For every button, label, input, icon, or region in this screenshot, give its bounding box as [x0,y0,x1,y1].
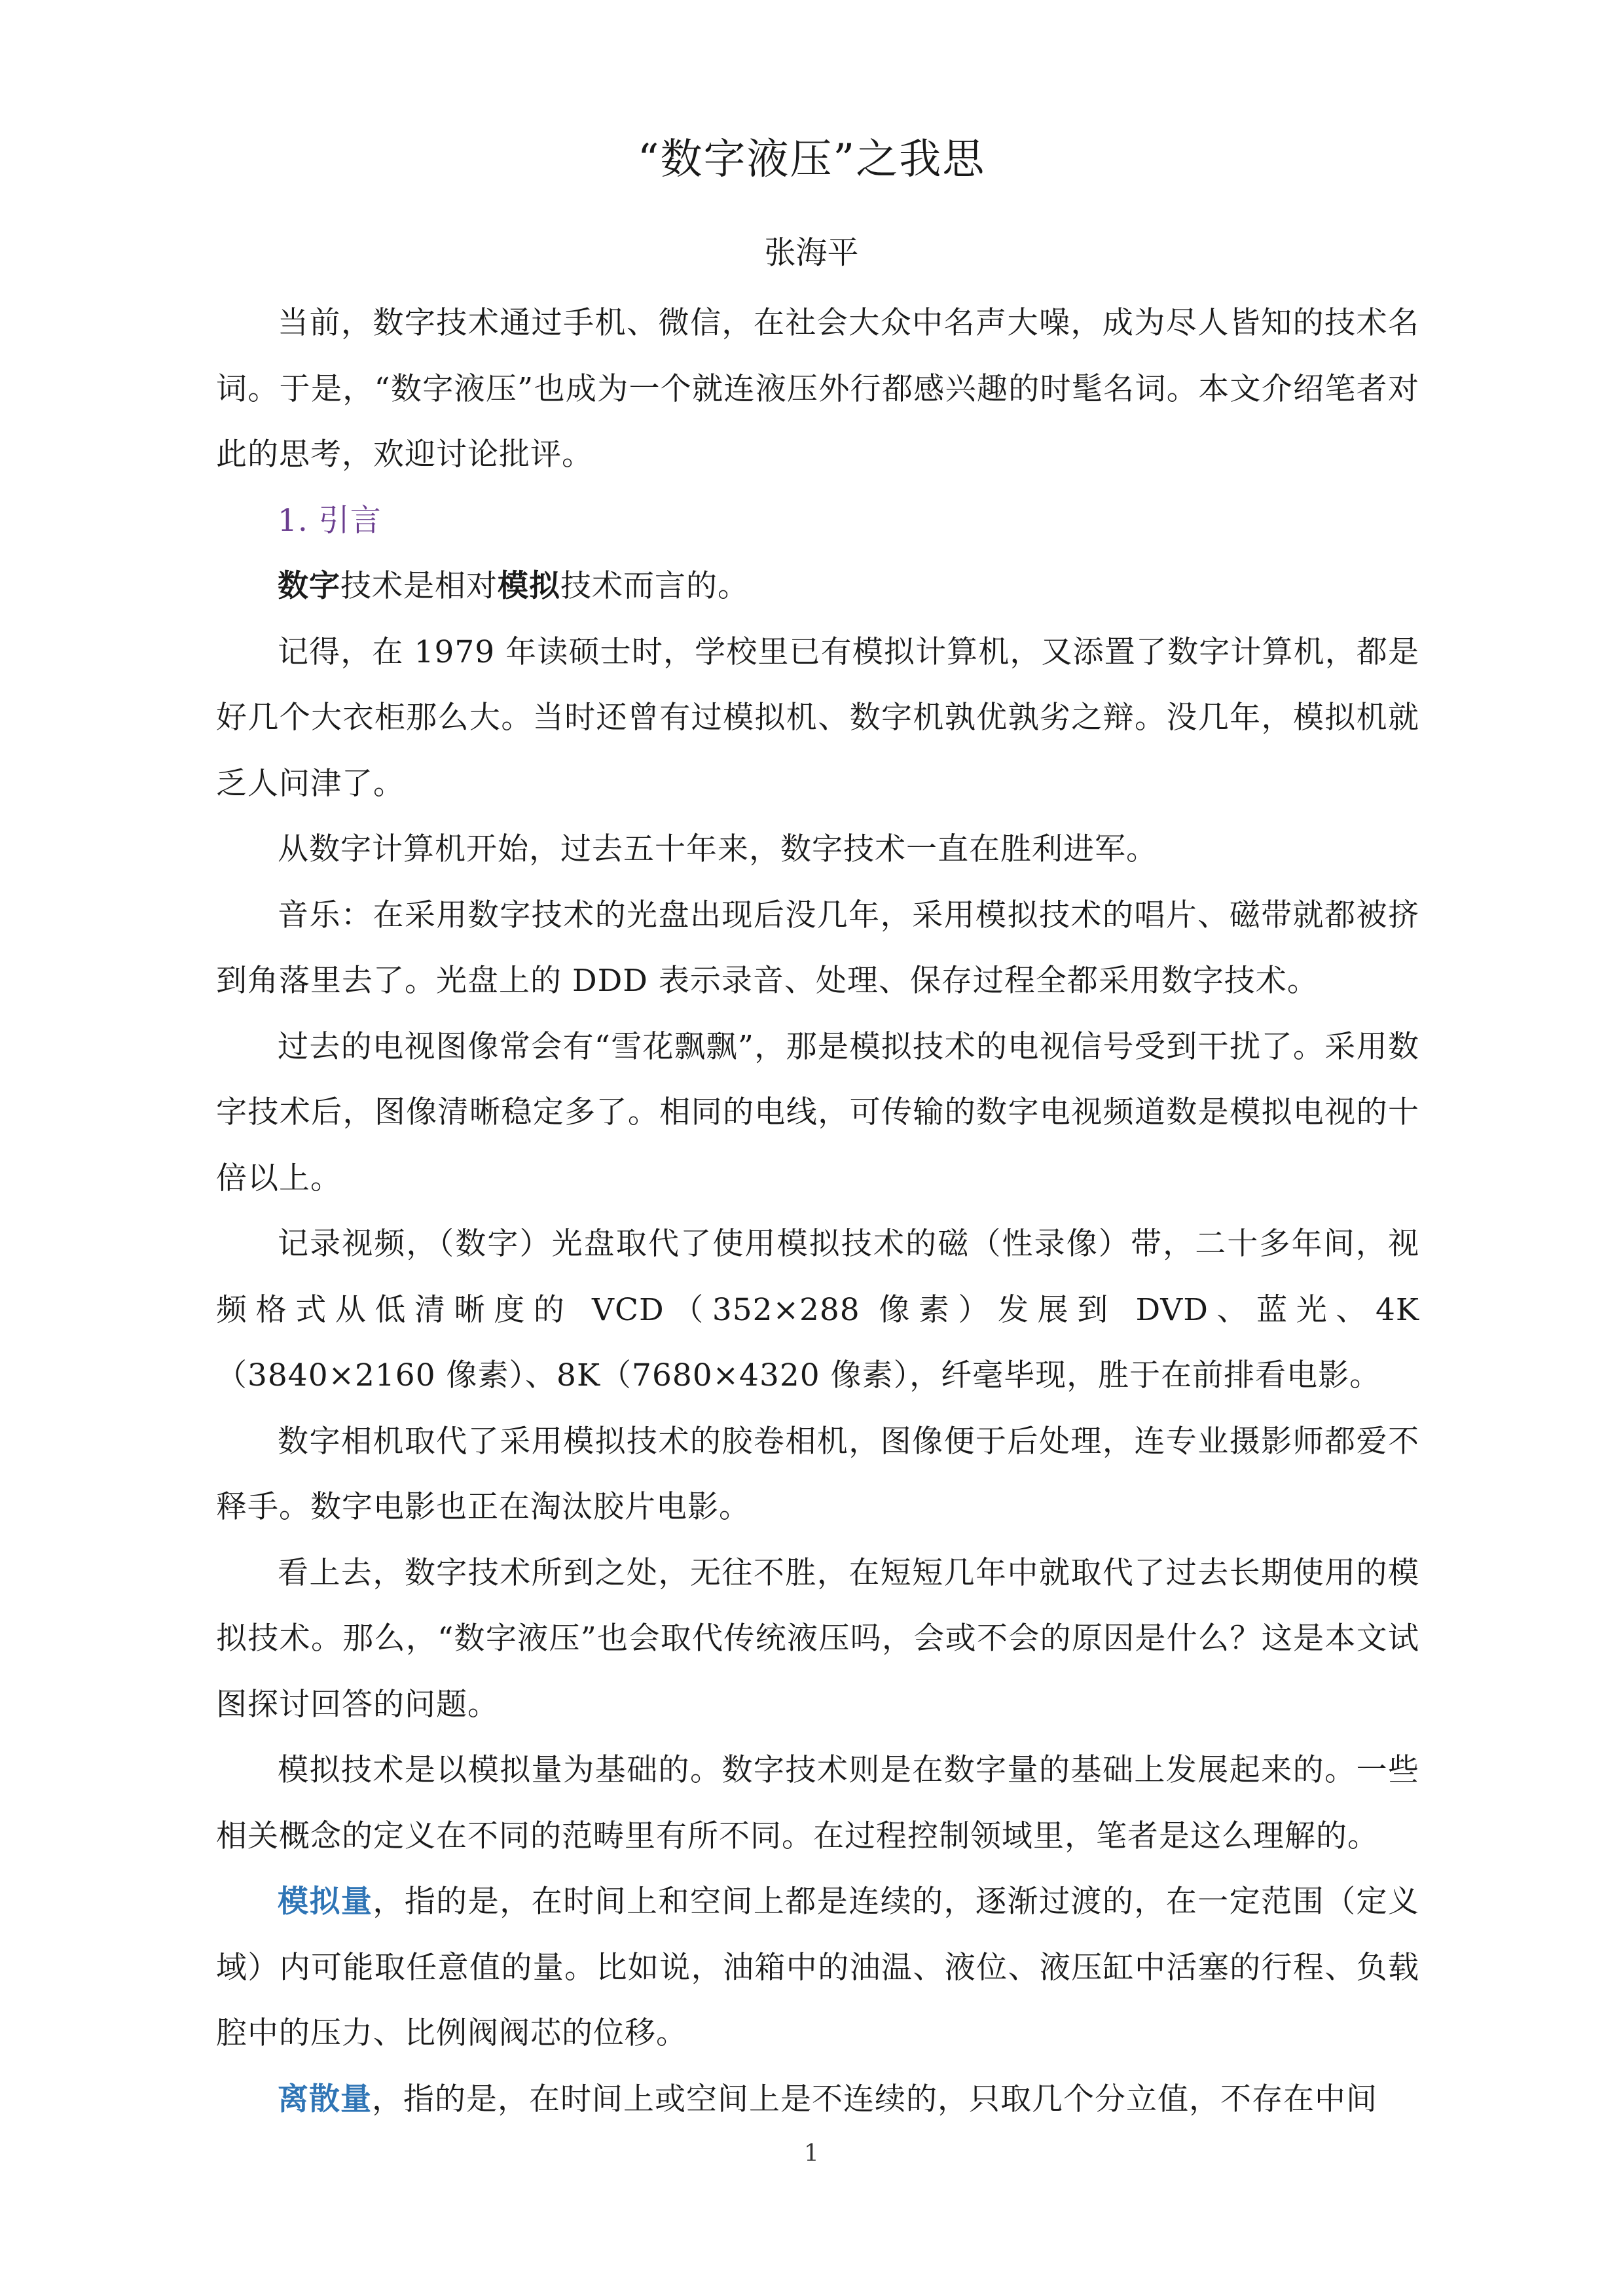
paragraph-video: 记录视频，（数字）光盘取代了使用模拟技术的磁（性录像）带，二十多年间，视频格式从低清晰度的 VCD（352×288 像素）发展到 DVD、蓝光、4K（3840×2160 像素）、8K（7680×4320 像素），纤毫毕现，胜于在前排看电影。 [216,1226,1419,1393]
term-discrete-quantity: 离散量 [278,2081,372,2117]
document-body [216,291,1419,2132]
section-title: 引言 [318,502,382,539]
paragraph-text: ，指的是，在时间上和空间上都是连续的，逐渐过渡的，在一定范围（定义域）内可能取任意值的量。比如说，油箱中的油温、液位、液压缸中活塞的行程、负载腔中的压力、比例阀阀芯的位移。 [216,1884,1420,2051]
section-heading [216,488,1419,554]
paragraph-question: 看上去，数字技术所到之处，无往不胜，在短短几年中就取代了过去长期使用的模拟技术。那么，“数字液压”也会取代传统液压吗，会或不会的原因是什么？这是本文试图探讨回答的问题。 [216,1554,1419,1723]
term-analog-quantity: 模拟量 [278,1884,373,1920]
paragraph-text: ，指的是，在时间上或空间上是不连续的，只取几个分立值，不存在中间 [372,2081,1377,2117]
bold-word-digital: 数字 [278,568,340,604]
paragraph-fifty-years: 从数字计算机开始，过去五十年来，数字技术一直在胜利进军。 [278,831,1158,867]
intro-paragraph: 当前，数字技术通过手机、微信，在社会大众中名声大噪，成为尽人皆知的技术名词。于是，“数字液压”也成为一个就连液压外行都感兴趣的时髦名词。本文介绍笔者对此的思考，欢迎讨论批评。 [216,305,1419,473]
paragraph-tv: 过去的电视图像常会有“雪花飘飘”，那是模拟技术的电视信号受到干扰了。采用数字技术后，图像清晰稳定多了。相同的电线，可传输的数字电视频道数是模拟电视的十倍以上。 [216,1028,1419,1196]
paragraph-text: 技术是相对 [340,568,498,604]
document-title: “数字液压”之我思 [637,135,986,184]
paragraph-text: 技术而言的。 [560,568,749,604]
paragraph-analog-quantity [216,1869,1419,2067]
paragraph-basis: 模拟技术是以模拟量为基础的。数字技术则是在数字量的基础上发展起来的。一些相关概念的定义在不同的范畴里有所不同。在过程控制领域里，笔者是这么理解的。 [216,1752,1419,1854]
paragraph-music: 音乐：在采用数字技术的光盘出现后没几年，采用模拟技术的唱片、磁带就都被挤到角落里去了。光盘上的 DDD 表示录音、处理、保存过程全都采用数字技术。 [216,897,1419,999]
section-number: 1. [278,502,308,539]
bold-word-analog: 模拟 [498,568,560,604]
paragraph-camera: 数字相机取代了采用模拟技术的胶卷相机，图像便于后处理，连专业摄影师都爱不释手。数字电影也正在淘汰胶片电影。 [216,1423,1419,1525]
paragraph-1979: 记得，在 1979 年读硕士时，学校里已有模拟计算机，又添置了数字计算机，都是好几个大衣柜那么大。当时还曾有过模拟机、数字机孰优孰劣之辩。没几年，模拟机就乏人问津了。 [216,634,1419,802]
page-number: 1 [804,2140,819,2167]
paragraph-discrete-quantity [216,2067,1419,2133]
paragraph-digital-vs-analog [216,554,1419,620]
author-name: 张海平 [764,234,859,271]
